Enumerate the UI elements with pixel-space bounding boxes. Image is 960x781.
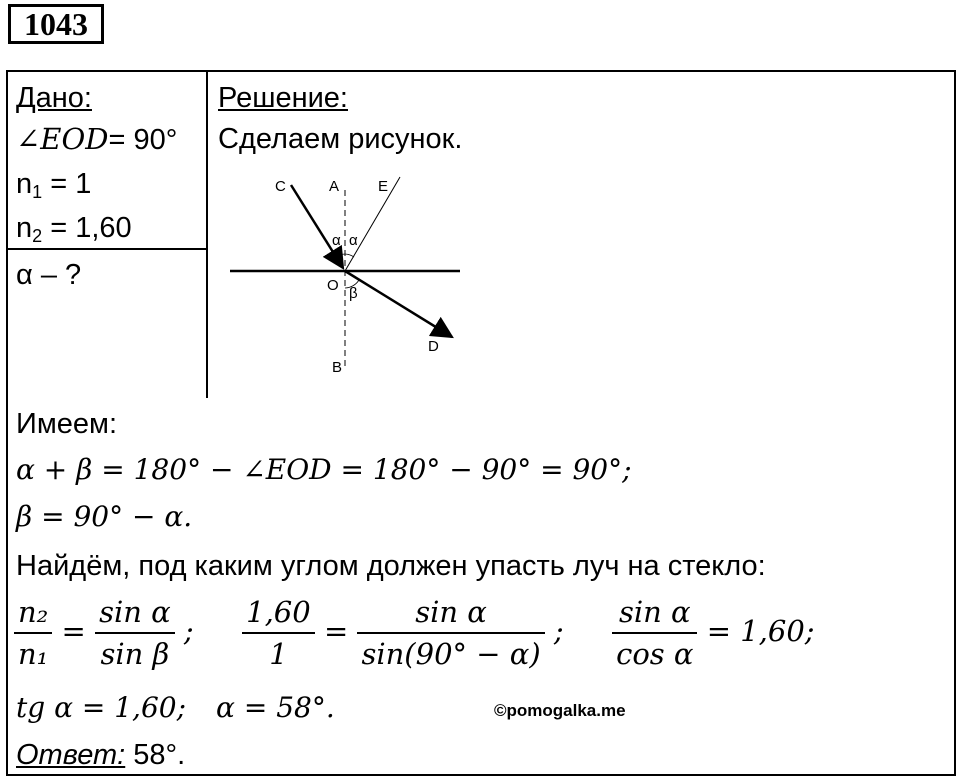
fraction-sin-cos-num: sin α (357, 592, 544, 634)
solution-heading: Решение: (218, 82, 348, 114)
fraction-sin-ratio-num: sin α (95, 592, 175, 634)
given-angle-value: = 90° (108, 124, 178, 156)
answer-label: Ответ: (16, 739, 126, 771)
angle-arc-alpha-left (336, 254, 345, 257)
label-E: E (378, 178, 389, 195)
equation-beta: β = 90° − α. (16, 500, 193, 533)
given-angle-name: ∠EOD (16, 122, 109, 156)
find-text: α – ? (16, 259, 82, 291)
fraction-sin-ratio-den: sin β (100, 637, 170, 671)
find-angle-text: Найдём, под каким углом должен упасть луч на стекло: (16, 550, 766, 582)
watermark: ©pomogalka.me (494, 701, 626, 720)
fraction-tangent-num: sin α (612, 592, 697, 634)
fraction-values-den: 1 (269, 637, 288, 671)
fraction-values (242, 592, 315, 674)
label-alpha-left: α (332, 232, 341, 249)
semicolon-2: ; (553, 614, 564, 648)
refracted-ray (345, 271, 452, 337)
answer-value: 58°. (125, 739, 186, 771)
label-beta: β (349, 285, 358, 302)
make-figure-text: Сделаем рисунок. (218, 123, 463, 155)
alpha-equation: α = 58°. (216, 691, 335, 724)
fractions-line (14, 592, 815, 674)
given-n2-value: = 1,60 (42, 212, 132, 244)
problem-number: 1043 (8, 4, 104, 44)
semicolon-1: ; (183, 614, 194, 648)
incident-ray (291, 185, 343, 268)
fraction-sin-ratio (95, 592, 175, 674)
given-n2-label: n (16, 212, 33, 244)
have-text: Имеем: (16, 408, 118, 440)
equation-sum: α + β = 180° − ∠EOD = 180° − 90° = 90°; (16, 453, 632, 486)
given-n2 (16, 210, 132, 254)
label-alpha-right: α (349, 232, 358, 249)
label-D: D (428, 338, 439, 355)
fraction-n-ratio-num: n₂ (14, 592, 52, 634)
label-O: O (327, 277, 339, 294)
column-divider (206, 70, 208, 398)
fraction-n-ratio (14, 592, 52, 674)
fraction-tangent-den: cos α (616, 637, 694, 671)
tg-equation: tg α = 1,60; (16, 691, 187, 724)
refraction-figure (215, 165, 475, 380)
fraction-n-ratio-den: n₁ (18, 637, 49, 671)
answer-line (16, 737, 185, 773)
given-n2-sub: 2 (32, 226, 43, 246)
label-A: A (329, 178, 340, 195)
given-n1-label: n (16, 168, 33, 200)
fraction-result: = 1,60; (706, 614, 815, 648)
angle-arc-alpha-right (345, 254, 354, 257)
label-C: C (275, 178, 286, 195)
given-heading: Дано: (16, 82, 92, 114)
fraction-sin-cos (357, 592, 544, 674)
fraction-values-num: 1,60 (242, 592, 315, 634)
given-n1-sub: 1 (32, 182, 43, 202)
fraction-sin-cos-den: sin(90° − α) (361, 637, 541, 671)
equals-sign-2: = (323, 614, 349, 648)
label-B: B (332, 359, 343, 376)
given-n1-value: = 1 (42, 168, 92, 200)
given-n1 (16, 166, 91, 210)
fraction-tangent (612, 592, 697, 674)
tangent-equation (16, 690, 335, 726)
equals-sign-1: = (61, 614, 86, 648)
given-angle (16, 121, 177, 158)
